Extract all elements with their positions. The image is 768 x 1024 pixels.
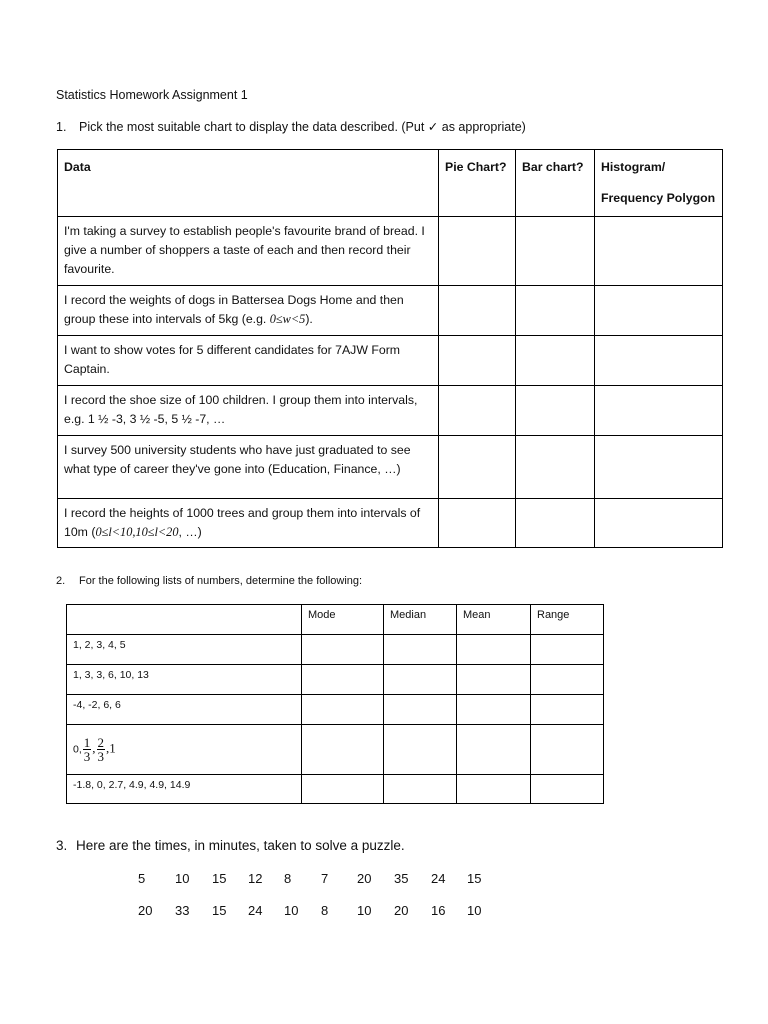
- time-value: 10: [357, 903, 372, 918]
- time-value: 7: [321, 871, 329, 886]
- row-description: I want to show votes for 5 different candidates for 7AJW Form Captain.: [58, 336, 439, 386]
- answer-cell-pie[interactable]: [439, 286, 516, 336]
- table-row: [58, 386, 723, 436]
- row-description: [58, 499, 439, 548]
- question-2-text: For the following lists of numbers, determine the following:: [79, 575, 363, 587]
- averages-table: [66, 604, 604, 804]
- answer-cell-median[interactable]: [384, 725, 457, 775]
- answer-cell-pie[interactable]: [439, 499, 516, 548]
- row-text-before: I record the weights of dogs in Battersea Dogs Home and then group these into intervals of 5kg (e.g.: [64, 293, 404, 326]
- answer-cell-median[interactable]: [384, 665, 457, 695]
- header-histogram-line2: Frequency Polygon: [601, 191, 716, 205]
- answer-cell-range[interactable]: [531, 775, 604, 804]
- table-row: [67, 635, 604, 665]
- answer-cell-histogram[interactable]: [595, 499, 723, 548]
- fraction-numerator: 1: [83, 735, 91, 750]
- row-text-before: I record the heights of 1000 trees and group them into intervals of 10m (: [64, 506, 421, 539]
- answer-cell-pie[interactable]: [439, 336, 516, 386]
- question-3-text: Here are the times, in minutes, taken to solve a puzzle.: [76, 838, 405, 853]
- answer-cell-bar[interactable]: [516, 436, 595, 499]
- answer-cell-median[interactable]: [384, 695, 457, 725]
- time-value: 15: [212, 871, 227, 886]
- question-2-prompt: [56, 575, 362, 587]
- answer-cell-mean[interactable]: [457, 725, 531, 775]
- table-row: [67, 725, 604, 775]
- fraction-numerator: 2: [97, 735, 105, 750]
- table-row: [58, 436, 723, 499]
- answer-cell-bar[interactable]: [516, 286, 595, 336]
- answer-cell-pie[interactable]: [439, 386, 516, 436]
- table-row: [58, 499, 723, 548]
- chart-choice-table: [57, 149, 723, 548]
- time-value: 20: [138, 903, 153, 918]
- row-description: I survey 500 university students who have just graduated to see what type of career they've gone into (Education, Finance, …): [58, 436, 439, 499]
- answer-cell-histogram[interactable]: [595, 336, 723, 386]
- header-empty: [67, 605, 302, 635]
- table-row: [67, 695, 604, 725]
- answer-cell-histogram[interactable]: [595, 286, 723, 336]
- table-row: [58, 217, 723, 286]
- number-list: 1, 2, 3, 4, 5: [67, 635, 302, 665]
- answer-cell-bar[interactable]: [516, 336, 595, 386]
- answer-cell-mean[interactable]: [457, 665, 531, 695]
- table-row: [67, 775, 604, 804]
- time-value: 8: [284, 871, 292, 886]
- question-3-number: 3.: [56, 838, 68, 853]
- question-1-prompt: [56, 119, 526, 134]
- row-description: [58, 286, 439, 336]
- time-value: 35: [394, 871, 409, 886]
- answer-cell-mean[interactable]: [457, 775, 531, 804]
- answer-cell-range[interactable]: [531, 635, 604, 665]
- answer-cell-median[interactable]: [384, 635, 457, 665]
- row-description: I'm taking a survey to establish people's favourite brand of bread. I give a number of shoppers a taste of each and then record their favourite.: [58, 217, 439, 286]
- time-value: 15: [467, 871, 482, 886]
- header-range: Range: [531, 605, 604, 635]
- answer-cell-histogram[interactable]: [595, 436, 723, 499]
- question-3-prompt: [56, 838, 405, 853]
- header-median: Median: [384, 605, 457, 635]
- times-row-2: [0, 903, 768, 921]
- header-pie-chart: Pie Chart?: [439, 150, 516, 217]
- answer-cell-histogram[interactable]: [595, 217, 723, 286]
- answer-cell-mean[interactable]: [457, 635, 531, 665]
- answer-cell-mode[interactable]: [302, 665, 384, 695]
- table-row: [58, 336, 723, 386]
- number-list: 1, 3, 3, 6, 10, 13: [67, 665, 302, 695]
- list-suffix: ,1: [106, 740, 116, 756]
- answer-cell-mode[interactable]: [302, 725, 384, 775]
- time-value: 15: [212, 903, 227, 918]
- answer-cell-pie[interactable]: [439, 436, 516, 499]
- time-value: 20: [394, 903, 409, 918]
- time-value: 8: [321, 903, 329, 918]
- question-1-number: 1.: [56, 120, 67, 134]
- time-value: 10: [175, 871, 190, 886]
- answer-cell-mode[interactable]: [302, 775, 384, 804]
- row-text-after: ).: [305, 312, 313, 326]
- time-value: 33: [175, 903, 190, 918]
- time-value: 24: [431, 871, 446, 886]
- answer-cell-median[interactable]: [384, 775, 457, 804]
- answer-cell-bar[interactable]: [516, 217, 595, 286]
- number-list: -1.8, 0, 2.7, 4.9, 4.9, 14.9: [67, 775, 302, 804]
- header-histogram: [595, 150, 723, 217]
- answer-cell-histogram[interactable]: [595, 386, 723, 436]
- answer-cell-range[interactable]: [531, 725, 604, 775]
- answer-cell-range[interactable]: [531, 695, 604, 725]
- question-1-text: Pick the most suitable chart to display the data described. (Put ✓ as appropriate): [79, 120, 526, 134]
- answer-cell-mode[interactable]: [302, 635, 384, 665]
- list-prefix: 0,: [73, 743, 82, 756]
- time-value: 12: [248, 871, 263, 886]
- row-description: I record the shoe size of 100 children. I group them into intervals, e.g. 1 ½ -3, 3 ½ -5, 5 ½ -7, …: [58, 386, 439, 436]
- time-value: 16: [431, 903, 446, 918]
- row-text-after: , …): [178, 525, 202, 539]
- header-mode: Mode: [302, 605, 384, 635]
- time-value: 20: [357, 871, 372, 886]
- header-mean: Mean: [457, 605, 531, 635]
- fraction-denominator: 3: [97, 749, 105, 764]
- document-title: Statistics Homework Assignment 1: [56, 88, 248, 102]
- averages-header-row: [67, 605, 604, 635]
- time-value: 24: [248, 903, 263, 918]
- header-data: Data: [58, 150, 439, 217]
- table-row: [67, 665, 604, 695]
- answer-cell-pie[interactable]: [439, 217, 516, 286]
- answer-cell-bar[interactable]: [516, 386, 595, 436]
- fraction-two-thirds: [97, 736, 106, 763]
- time-value: 10: [467, 903, 482, 918]
- time-value: 5: [138, 871, 146, 886]
- number-list: 0, $\frac{1}{3}$ , $\frac{2}{3}$ ,1: [67, 725, 302, 775]
- number-list: -4, -2, 6, 6: [67, 695, 302, 725]
- header-bar-chart: Bar chart?: [516, 150, 595, 217]
- answer-cell-bar[interactable]: [516, 499, 595, 548]
- inequality-math: 0≤w<5: [269, 312, 306, 326]
- answer-cell-mode[interactable]: [302, 695, 384, 725]
- header-histogram-line1: Histogram/: [601, 160, 666, 174]
- question-2-number: 2.: [56, 575, 66, 587]
- answer-cell-mean[interactable]: [457, 695, 531, 725]
- chart-choice-header-row: [58, 150, 723, 217]
- times-row-1: [0, 871, 768, 889]
- table-row: [58, 286, 723, 336]
- time-value: 10: [284, 903, 299, 918]
- fraction-denominator: 3: [83, 749, 91, 764]
- fraction-one-third: [83, 736, 92, 763]
- inequality-math: 0≤l<10,10≤l<20: [95, 525, 179, 539]
- answer-cell-range[interactable]: [531, 665, 604, 695]
